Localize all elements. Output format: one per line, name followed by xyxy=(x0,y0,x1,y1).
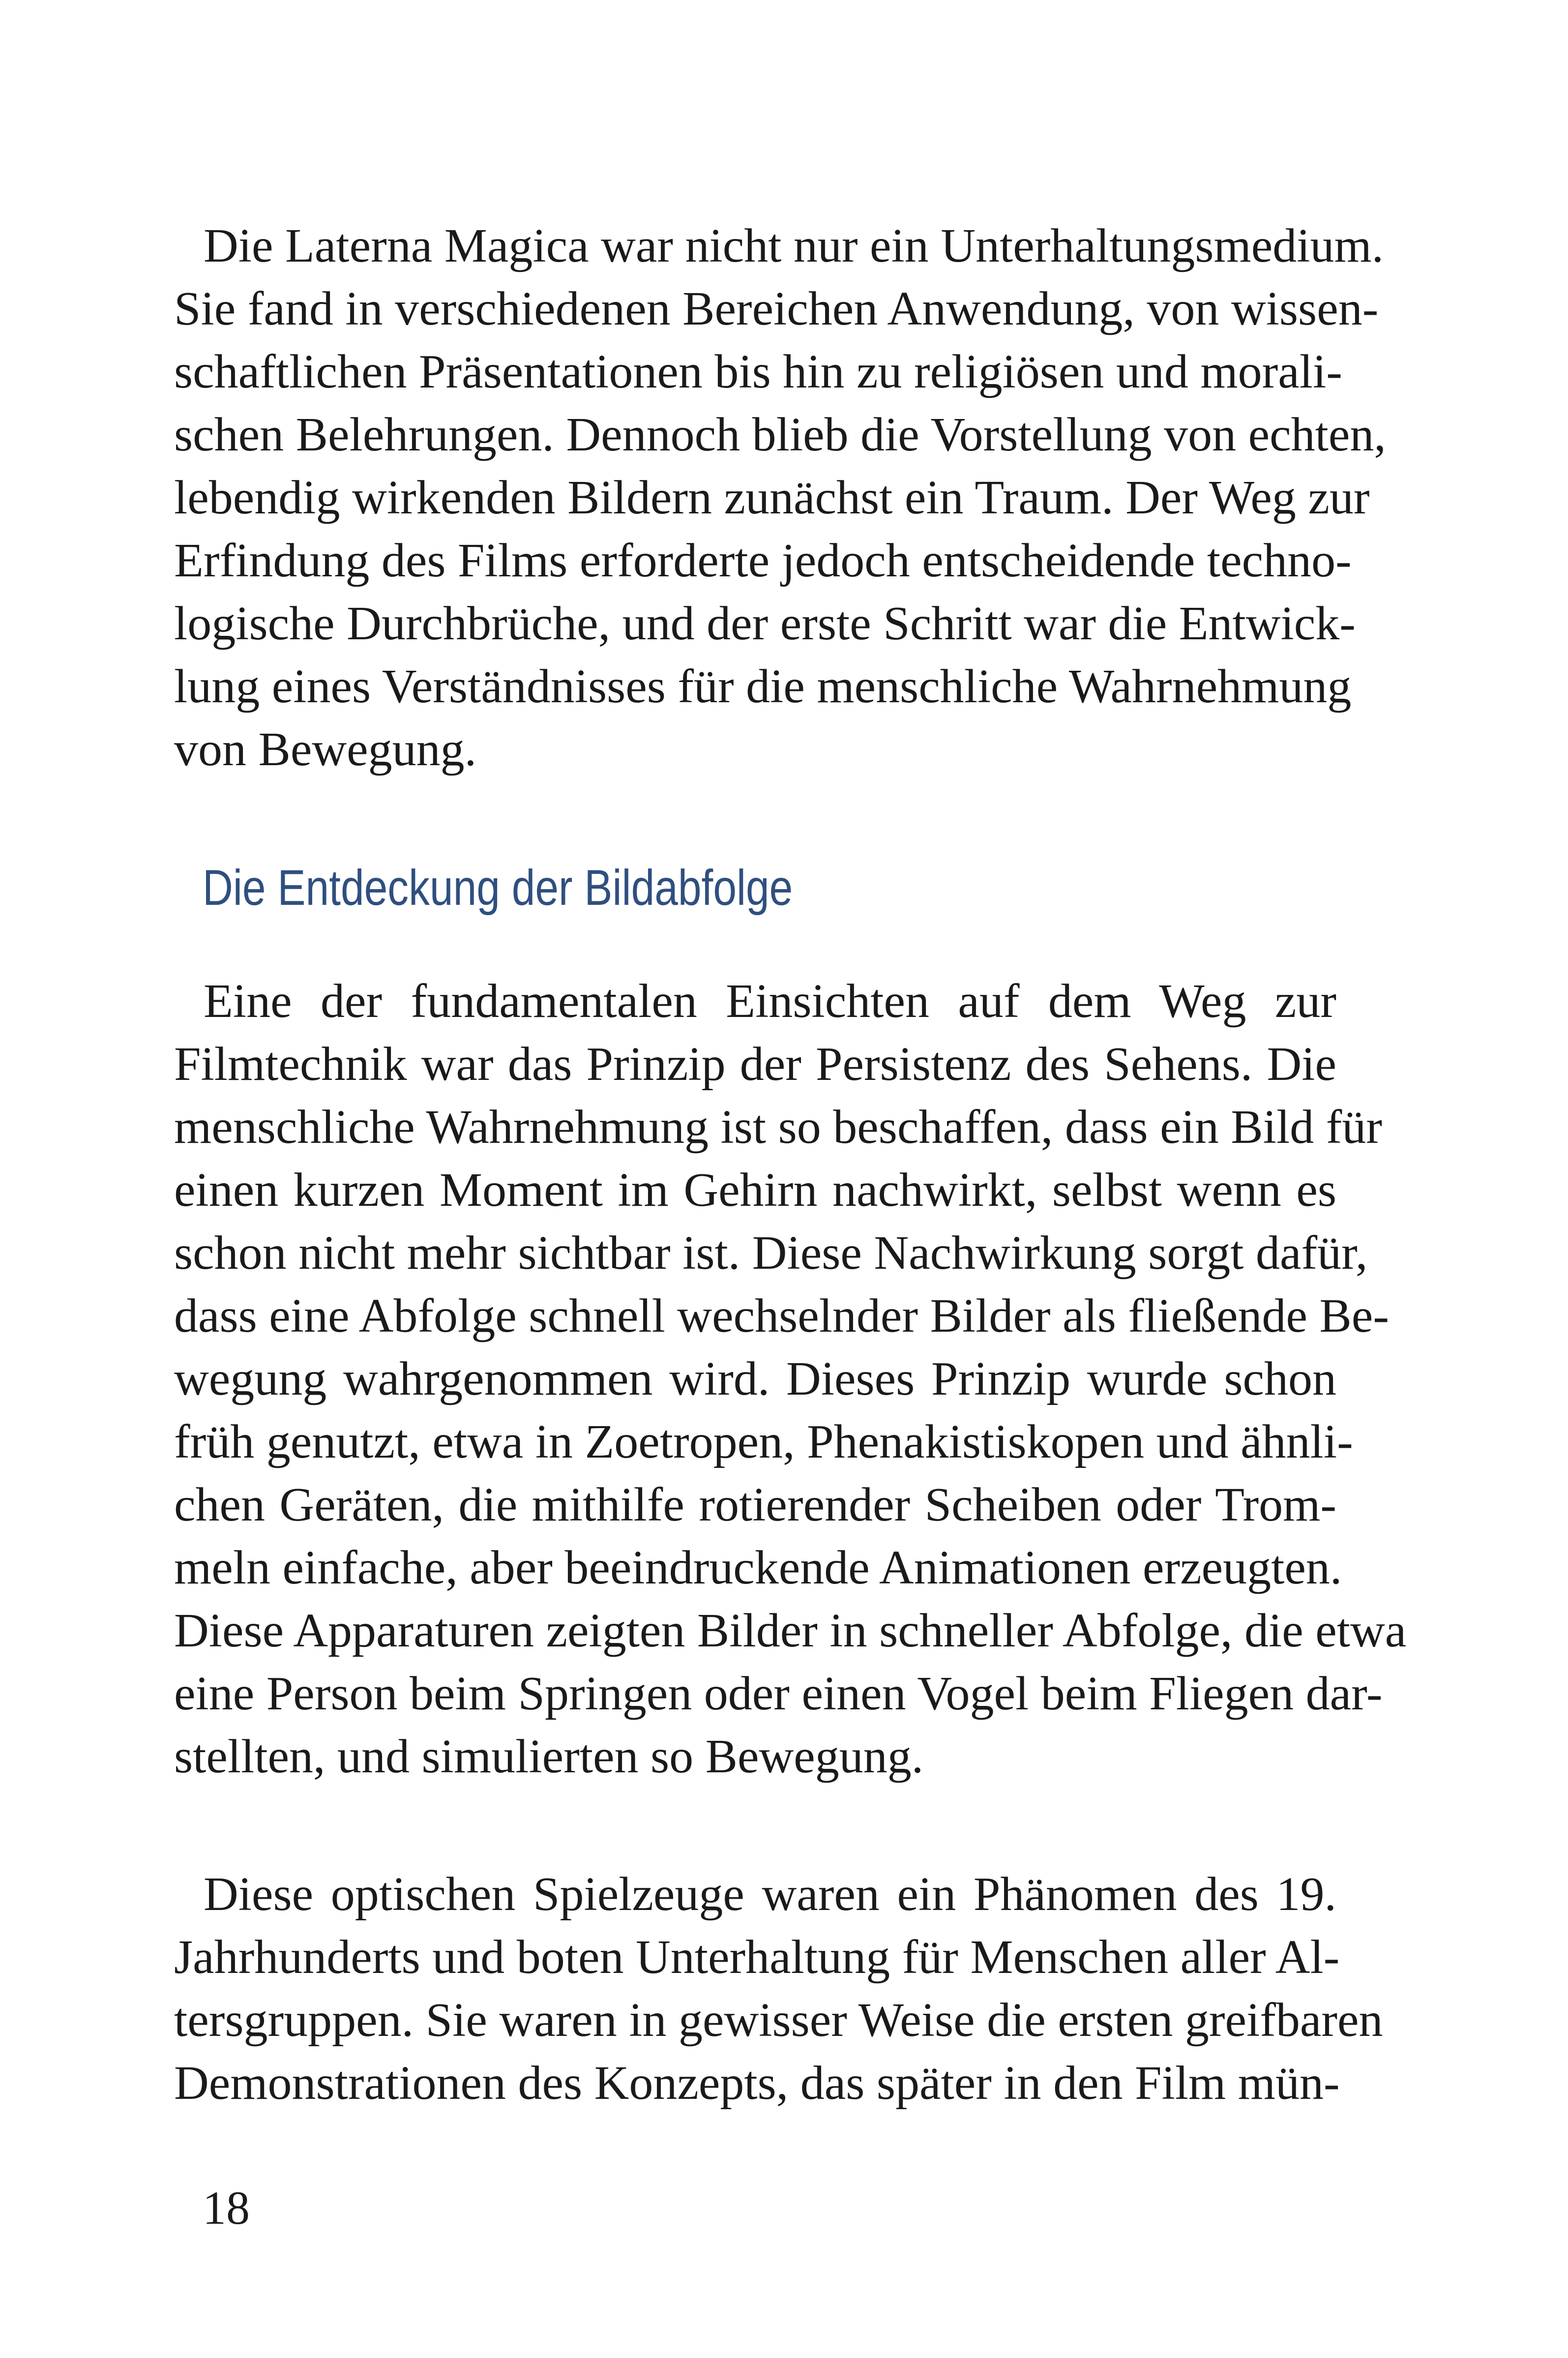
paragraph-line: einen kurzen Moment im Gehirn nachwirkt, selbst wenn es xyxy=(174,1164,1336,1217)
section-heading: Die Entdeckung der Bildabfolge xyxy=(203,860,793,916)
paragraph-line: tersgruppen. Sie waren in gewisser Weise die ersten greifbaren xyxy=(174,1994,1383,2047)
paragraph-line: lebendig wirkenden Bildern zunächst ein Traum. Der Weg zur xyxy=(174,471,1370,524)
page-number: 18 xyxy=(203,2181,250,2234)
paragraph-line: früh genutzt, etwa in Zoetropen, Phenakistiskopen und ähnli- xyxy=(174,1415,1353,1468)
paragraph-line: Sie fand in verschiedenen Bereichen Anwendung, von wissen- xyxy=(174,282,1379,335)
paragraph-line: wegung wahrgenommen wird. Dieses Prinzip wurde schon xyxy=(174,1352,1336,1405)
paragraph-line: meln einfache, aber beeindruckende Animationen erzeugten. xyxy=(174,1541,1342,1594)
paragraph-line: Filmtechnik war das Prinzip der Persistenz des Sehens. Die xyxy=(174,1038,1336,1091)
paragraph-line: schon nicht mehr sichtbar ist. Diese Nachwirkung sorgt dafür, xyxy=(174,1226,1368,1280)
paragraph-line: stellten, und simulierten so Bewegung. xyxy=(174,1730,924,1783)
paragraph-line: Die Laterna Magica war nicht nur ein Unterhaltungsmedium. xyxy=(204,219,1384,272)
paragraph-line: Demonstrationen des Konzepts, das später in den Film mün- xyxy=(174,2057,1340,2110)
paragraph-line: menschliche Wahrnehmung ist so beschaffen, dass ein Bild für xyxy=(174,1101,1382,1154)
paragraph-line: schen Belehrungen. Dennoch blieb die Vorstellung von echten, xyxy=(174,408,1386,461)
paragraph-line: Erfindung des Films erforderte jedoch entscheidende techno- xyxy=(174,534,1352,587)
paragraph-line: schaftlichen Präsentationen bis hin zu religiösen und morali- xyxy=(174,345,1342,398)
paragraph-line: dass eine Abfolge schnell wechselnder Bilder als fließende Be- xyxy=(174,1289,1389,1343)
paragraph-line: Diese optischen Spielzeuge waren ein Phänomen des 19. xyxy=(204,1868,1336,1921)
paragraph-line: Jahrhunderts und boten Unterhaltung für Menschen aller Al- xyxy=(174,1931,1340,1984)
paragraph-line: Diese Apparaturen zeigten Bilder in schneller Abfolge, die etwa xyxy=(174,1604,1407,1657)
paragraph-line: logische Durchbrüche, und der erste Schritt war die Entwick- xyxy=(174,597,1356,650)
paragraph-line: chen Geräten, die mithilfe rotierender Scheiben oder Trom- xyxy=(174,1478,1336,1531)
paragraph-line: Eine der fundamentalen Einsichten auf dem Weg zur xyxy=(204,975,1336,1028)
paragraph-line: lung eines Verständnisses für die menschliche Wahrnehmung xyxy=(174,660,1352,713)
paragraph-line: von Bewegung. xyxy=(174,723,477,776)
paragraph-line: eine Person beim Springen oder einen Vogel beim Fliegen dar- xyxy=(174,1667,1383,1720)
